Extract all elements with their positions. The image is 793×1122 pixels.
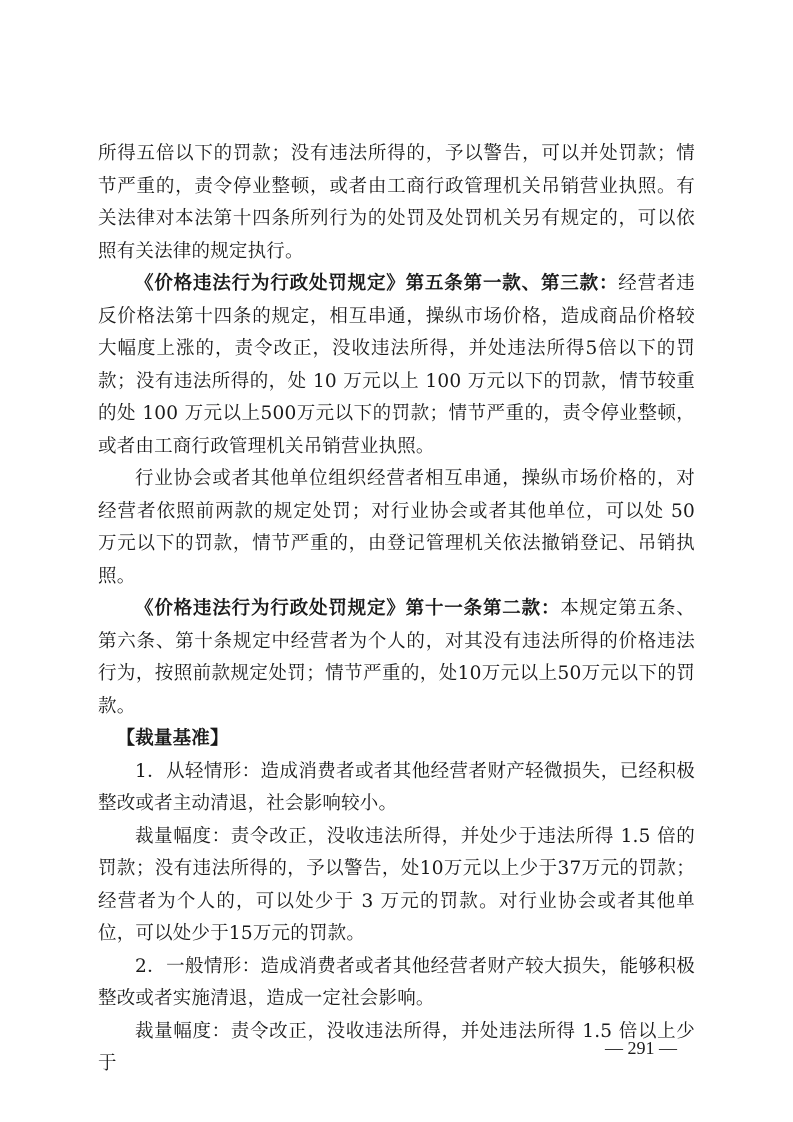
paragraph-8	[98, 951, 695, 1016]
legal-reference: 《价格违法行为行政处罚规定》第十一条第二款：	[135, 598, 561, 619]
paragraph-6	[98, 756, 695, 821]
paragraph-8-text: 2．一般情形：造成消费者或者其他经营者财产较大损失，能够积极整改或者实施清退，造成一定社会影响。	[98, 955, 695, 1009]
paragraph-9-text: 裁量幅度：责令改正，没收违法所得，并处违法所得 1.5 倍以上少于	[98, 1020, 695, 1074]
section-heading-text: 【裁量基准】	[116, 728, 229, 749]
paragraph-1	[98, 138, 695, 268]
paragraph-6-text: 1．从轻情形：造成消费者或者其他经营者财产轻微损失，已经积极整改或者主动清退，社会影响较小。	[98, 760, 695, 814]
paragraph-4-text: 本规定第五条、第六条、第十条规定中经营者为个人的，对其没有违法所得的价格违法行为，按照前款规定处罚；情节严重的，处10万元以上50万元以下的罚款。	[98, 598, 696, 717]
paragraph-1-text: 所得五倍以下的罚款；没有违法所得的，予以警告，可以并处罚款；情节严重的，责令停业整顿，或者由工商行政管理机关吊销营业执照。有关法律对本法第十四条所列行为的处罚及处罚机关另有规定的，可以依照有关法律的规定执行。	[98, 143, 695, 262]
paragraph-7	[98, 821, 695, 951]
paragraph-4	[98, 593, 695, 723]
section-heading	[98, 723, 695, 756]
page-number: — 291 —	[605, 1038, 677, 1058]
paragraph-3-text: 行业协会或者其他单位组织经营者相互串通，操纵市场价格的，对经营者依照前两款的规定处罚；对行业协会或者其他单位，可以处 50 万元以下的罚款，情节严重的，由登记管理机关依法撤销登记、吊销执照。	[98, 468, 695, 587]
paragraph-2	[98, 268, 695, 463]
paragraph-3	[98, 463, 695, 593]
legal-reference: 《价格违法行为行政处罚规定》第五条第一款、第三款：	[135, 273, 619, 294]
body-text	[98, 138, 695, 1081]
paragraph-2-text: 经营者违反价格法第十四条的规定，相互串通，操纵市场价格，造成商品价格较大幅度上涨的，责令改正，没收违法所得，并处违法所得5倍以下的罚款；没有违法所得的，处 10 万元以上 100 万元以下的罚款，情节较重的处 100 万元以上500万元以下的罚款；情节严重的，责令停业整顿，或者由工商行政管理机关吊销营业执照。	[98, 273, 695, 457]
paragraph-7-text: 裁量幅度：责令改正，没收违法所得，并处少于违法所得 1.5 倍的罚款；没有违法所得的，予以警告，处10万元以上少于37万元的罚款；经营者为个人的，可以处少于 3 万元的罚款。对行业协会或者其他单位，可以处少于15万元的罚款。	[98, 825, 695, 944]
